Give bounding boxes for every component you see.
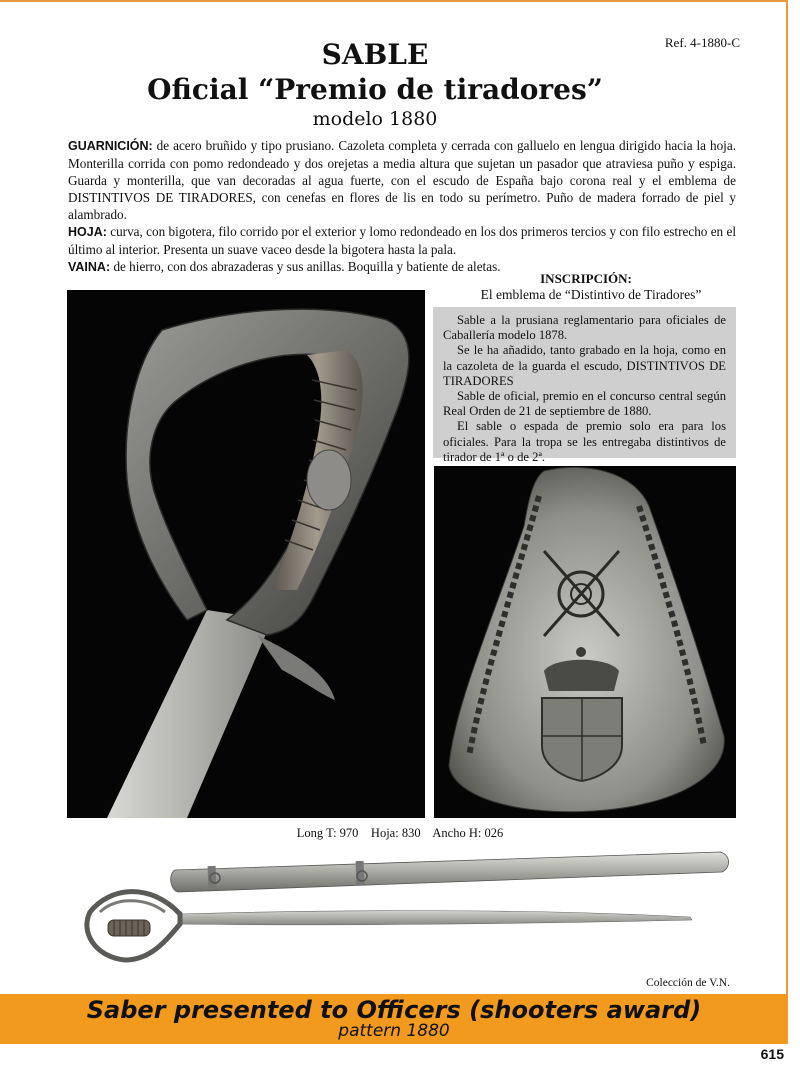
hoja-label: HOJA: — [68, 225, 107, 239]
note-paragraph: Sable a la prusiana reglamentario para oficiales de Caballería modelo 1878. — [443, 313, 726, 343]
page-number: 615 — [760, 1046, 784, 1062]
guarnicion-label: GUARNICIÓN: — [68, 139, 153, 153]
english-title-banner — [0, 994, 788, 1044]
guarnicion-text: de acero bruñido y tipo prusiano. Cazoleta completa y cerrada con galluelo en lengua dirigido hacia la hoja. Monterilla corrida con pomo redondeado y dos orejetas a media altura que sujetan un pasador que atraviesa puño y espiga. Guarda y monterilla, que van decoradas al agua fuerte, con el escudo de España bajo corona real y el emblema de DISTINTIVOS DE TIRADORES, con cenefas en flores de lis en todo su perímetro. Puño de madera forrado de piel y alambrado. — [68, 138, 736, 222]
vaina-label: VAINA: — [68, 260, 111, 274]
hilt-photo — [67, 290, 425, 818]
reference-code: Ref. 4-1880-C — [664, 35, 740, 50]
hilt-illustration — [67, 290, 425, 818]
inscription-subtitle: El emblema de “Distintivo de Tiradores” — [480, 287, 702, 302]
collection-credit: Colección de V.N. — [646, 977, 730, 989]
full-sword-photo — [70, 842, 740, 972]
note-paragraph: Sable de oficial, premio en el concurso central según Real Orden de 21 de septiembre de 1880. — [443, 389, 726, 419]
inscription-title: INSCRIPCIÓN: — [540, 271, 632, 286]
measurements: Long T: 970 Hoja: 830 Ancho H: 026 — [296, 826, 504, 840]
model-year: modelo 1880 — [312, 108, 438, 130]
note-paragraph: Se le ha añadido, tanto grabado en la hoja, como en la cazoleta de la guarda el escudo, DISTINTIVOS DE TIRADORES — [443, 343, 726, 388]
description-text — [68, 137, 736, 276]
historical-note — [433, 307, 736, 464]
emblem-illustration — [434, 466, 736, 818]
page-subtitle: Oficial “Premio de tiradores” — [147, 73, 603, 106]
guard-emblem-photo — [434, 466, 736, 818]
vaina-text: de hierro, con dos abrazaderas y sus anillas. Boquilla y batiente de aletas. — [110, 259, 501, 274]
english-title: Saber presented to Officers (shooters award) — [86, 996, 702, 1024]
page-title: SABLE — [321, 38, 429, 71]
sword-and-scabbard-illustration — [70, 842, 740, 972]
english-subtitle: pattern 1880 — [338, 1021, 450, 1041]
note-paragraph: El sable o espada de premio solo era para los oficiales. Para la tropa se les entregaba distintivos de tirador de 1ª o de 2ª. — [443, 419, 726, 464]
hoja-text: curva, con bigotera, filo corrido por el exterior y lomo redondeado en los dos primeros tercios y con filo estrecho en el último al interior. Presenta un suave vaceo desde la bigotera hasta la pala. — [68, 224, 736, 257]
